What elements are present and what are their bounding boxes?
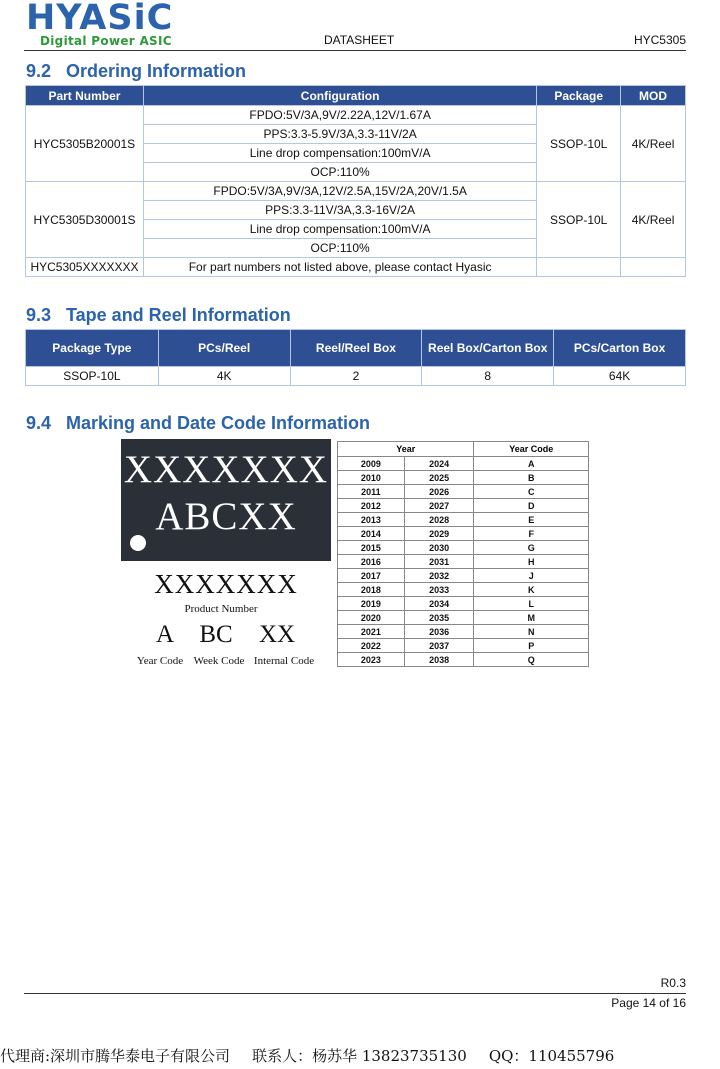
column-header: Reel/Reel Box [290, 330, 422, 367]
header-part-number: HYC5305 [633, 33, 686, 47]
section-number: 9.3 [26, 305, 52, 325]
section-number: 9.4 [26, 413, 52, 433]
year-cell: 2022 [338, 639, 405, 653]
year-code-symbol: A [155, 621, 175, 648]
year-cell: 2014 [338, 527, 405, 541]
package-cell [537, 258, 621, 277]
year-code-cell: D [474, 499, 589, 513]
section-title-ordering [26, 61, 246, 82]
year-code-cell: M [474, 611, 589, 625]
configuration-cell: Line drop compensation:100mV/A [143, 220, 536, 239]
column-header: PCs/Carton Box [554, 330, 686, 367]
product-code: XXXXXXX [154, 569, 298, 599]
year-cell: 2037 [404, 639, 474, 653]
column-header: MOD [621, 86, 686, 106]
year-code-cell: Q [474, 653, 589, 667]
mod-cell [621, 258, 686, 277]
year-cell: 2030 [404, 541, 474, 555]
table-cell: SSOP-10L [26, 367, 159, 386]
company-logo [26, 0, 173, 48]
table-row [338, 625, 589, 639]
section-heading: Ordering Information [66, 61, 246, 81]
column-header: Year [338, 442, 474, 457]
year-cell: 2028 [404, 513, 474, 527]
year-cell: 2012 [338, 499, 405, 513]
table-row [338, 527, 589, 541]
year-cell: 2026 [404, 485, 474, 499]
section-title-tape-reel [26, 305, 291, 326]
year-cell: 2021 [338, 625, 405, 639]
revision-label: R0.3 [660, 976, 686, 990]
document-type: DATASHEET [324, 33, 395, 47]
column-header: Part Number [26, 86, 144, 106]
contact-person: 联系人：杨苏华 13823735130 [252, 1047, 467, 1065]
table-header-row [26, 86, 686, 106]
package-cell: SSOP-10L [537, 106, 621, 182]
section-title-marking [26, 413, 370, 434]
dealer-name: 代理商:深圳市腾华泰电子有限公司 [0, 1047, 231, 1065]
year-code-cell: P [474, 639, 589, 653]
year-code-cell: N [474, 625, 589, 639]
section-number: 9.2 [26, 61, 52, 81]
column-header: Year Code [474, 442, 589, 457]
table-row [26, 258, 686, 277]
year-cell: 2032 [404, 569, 474, 583]
part-number-cell: HYC5305XXXXXXX [26, 258, 144, 277]
table-row [338, 471, 589, 485]
year-cell: 2010 [338, 471, 405, 485]
table-row [338, 569, 589, 583]
year-code-label: Year Code [136, 655, 184, 667]
qq-number: QQ：110455796 [488, 1047, 615, 1065]
configuration-cell: PPS:3.3-11V/3A,3.3-16V/2A [143, 201, 536, 220]
section-heading: Marking and Date Code Information [66, 413, 371, 433]
year-cell: 2035 [404, 611, 474, 625]
table-cell: 8 [422, 367, 554, 386]
year-cell: 2034 [404, 597, 474, 611]
year-code-cell: F [474, 527, 589, 541]
week-code-symbol: BC [199, 621, 233, 648]
year-code-cell: H [474, 555, 589, 569]
table-row [26, 367, 686, 386]
year-cell: 2027 [404, 499, 474, 513]
part-number-cell: HYC5305B20001S [26, 106, 144, 182]
section-heading: Tape and Reel Information [66, 305, 291, 325]
table-row [338, 611, 589, 625]
configuration-cell: Line drop compensation:100mV/A [143, 144, 536, 163]
table-cell: 2 [290, 367, 422, 386]
table-cell: 4K [158, 367, 290, 386]
configuration-cell: OCP:110% [143, 163, 536, 182]
logo-wordmark: HYASiC [26, 0, 174, 38]
tape-reel-table [25, 329, 686, 386]
table-row [338, 541, 589, 555]
week-code-label: Week Code [193, 655, 245, 667]
year-code-cell: L [474, 597, 589, 611]
chip-marking-illustration [121, 439, 331, 561]
table-row [338, 555, 589, 569]
dealer-contact-line [0, 1045, 720, 1066]
table-row [338, 583, 589, 597]
table-row [338, 485, 589, 499]
year-cell: 2016 [338, 555, 405, 569]
package-cell: SSOP-10L [537, 182, 621, 258]
table-row [338, 597, 589, 611]
logo-tagline: Digital Power ASIC [40, 34, 172, 48]
internal-code-label: Internal Code [253, 655, 315, 667]
configuration-cell: FPDO:5V/3A,9V/3A,12V/2.5A,15V/2A,20V/1.5A [143, 182, 536, 201]
table-row [338, 457, 589, 471]
year-cell: 2031 [404, 555, 474, 569]
year-cell: 2020 [338, 611, 405, 625]
internal-code-symbol: XX [258, 621, 296, 648]
table-cell: 64K [554, 367, 686, 386]
mod-cell: 4K/Reel [621, 106, 686, 182]
year-cell: 2015 [338, 541, 405, 555]
year-code-cell: B [474, 471, 589, 485]
year-code-cell: K [474, 583, 589, 597]
part-number-cell: HYC5305D30001S [26, 182, 144, 258]
year-code-table [337, 441, 589, 667]
table-header-row [338, 442, 589, 457]
product-number-label: Product Number [184, 603, 258, 615]
configuration-cell: OCP:110% [143, 239, 536, 258]
configuration-cell: For part numbers not listed above, please contact Hyasic [143, 258, 536, 277]
year-code-cell: G [474, 541, 589, 555]
year-code-cell: C [474, 485, 589, 499]
table-header-row [26, 330, 686, 367]
year-cell: 2038 [404, 653, 474, 667]
column-header: Package [537, 86, 621, 106]
page-number: Page 14 of 16 [611, 996, 686, 1010]
table-row [338, 499, 589, 513]
year-cell: 2019 [338, 597, 405, 611]
pin1-dot-icon [130, 535, 146, 551]
column-header: Configuration [143, 86, 536, 106]
year-code-cell: J [474, 569, 589, 583]
mod-cell: 4K/Reel [621, 182, 686, 258]
column-header: Reel Box/Carton Box [422, 330, 554, 367]
chip-marking-line-1: XXXXXXX [123, 448, 329, 491]
table-row [338, 653, 589, 667]
table-row [338, 513, 589, 527]
configuration-cell: PPS:3.3-5.9V/3A,3.3-11V/2A [143, 125, 536, 144]
ordering-table [25, 85, 686, 277]
year-cell: 2009 [338, 457, 405, 471]
year-code-cell: A [474, 457, 589, 471]
year-code-cell: E [474, 513, 589, 527]
table-row [338, 639, 589, 653]
year-cell: 2024 [404, 457, 474, 471]
footer-divider [24, 993, 686, 994]
year-cell: 2025 [404, 471, 474, 485]
year-cell: 2018 [338, 583, 405, 597]
year-cell: 2013 [338, 513, 405, 527]
table-row [26, 106, 686, 125]
year-cell: 2011 [338, 485, 405, 499]
year-cell: 2036 [404, 625, 474, 639]
header-divider [24, 50, 686, 51]
table-row [26, 182, 686, 201]
year-cell: 2033 [404, 583, 474, 597]
column-header: PCs/Reel [158, 330, 290, 367]
configuration-cell: FPDO:5V/3A,9V/2.22A,12V/1.67A [143, 106, 536, 125]
year-cell: 2017 [338, 569, 405, 583]
year-cell: 2023 [338, 653, 405, 667]
year-cell: 2029 [404, 527, 474, 541]
chip-marking-line-2: ABCXX [155, 495, 297, 538]
column-header: Package Type [26, 330, 159, 367]
